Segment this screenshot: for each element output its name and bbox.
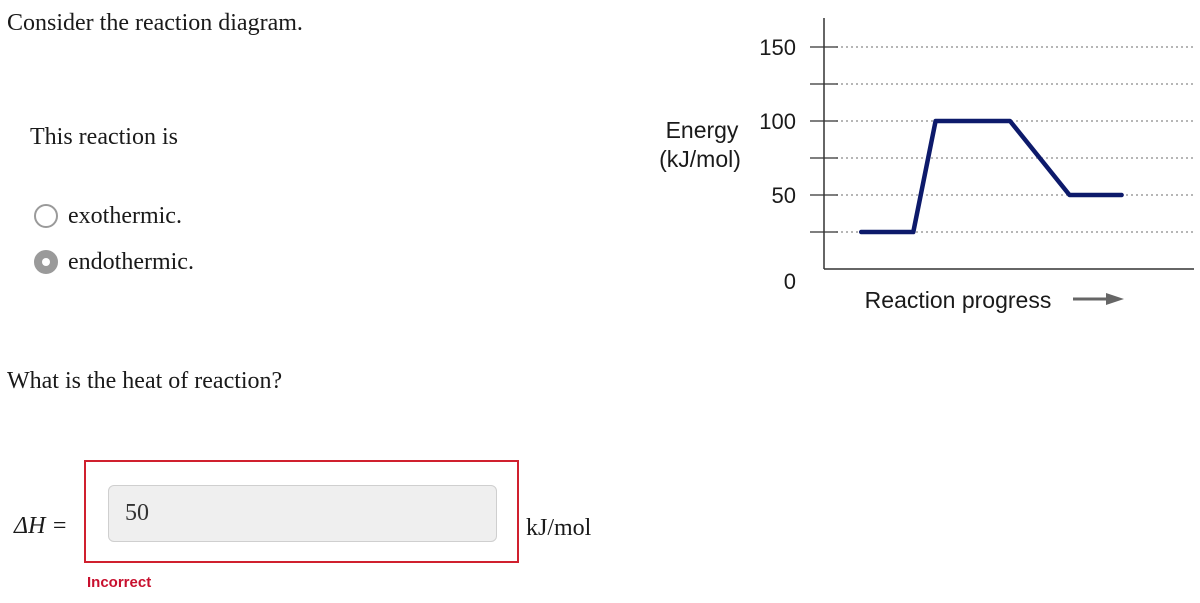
option-endothermic[interactable]: [34, 247, 194, 277]
energy-diagram-chart: [640, 0, 1200, 330]
y-tick-label: 0: [783, 269, 796, 294]
feedback-incorrect: Incorrect: [87, 574, 152, 591]
exothermic-label: exothermic.: [68, 202, 182, 229]
x-axis-label: Reaction progress: [864, 287, 1052, 313]
y-axis-label-line-1: Energy: [665, 117, 739, 143]
exothermic-radio[interactable]: [34, 204, 58, 228]
heat-answer-input[interactable]: [108, 485, 497, 542]
heat-prompt: What is the heat of reaction?: [7, 368, 283, 394]
unit-label: kJ/mol: [526, 515, 592, 541]
y-tick-label: 150: [759, 35, 796, 60]
reaction-type-prompt: This reaction is: [30, 124, 178, 150]
delta-h-label: ΔH =: [14, 513, 68, 539]
option-exothermic[interactable]: [34, 201, 182, 231]
y-tick-label: 50: [771, 183, 796, 208]
energy-profile-line: [861, 121, 1121, 232]
y-tick-label: 100: [759, 109, 796, 134]
endothermic-radio[interactable]: [34, 250, 58, 274]
question-text: Consider the reaction diagram.: [7, 10, 303, 36]
x-axis-arrow-icon: [1073, 293, 1124, 305]
y-axis-label-line-2: (kJ/mol): [659, 146, 741, 172]
endothermic-label: endothermic.: [68, 248, 194, 275]
